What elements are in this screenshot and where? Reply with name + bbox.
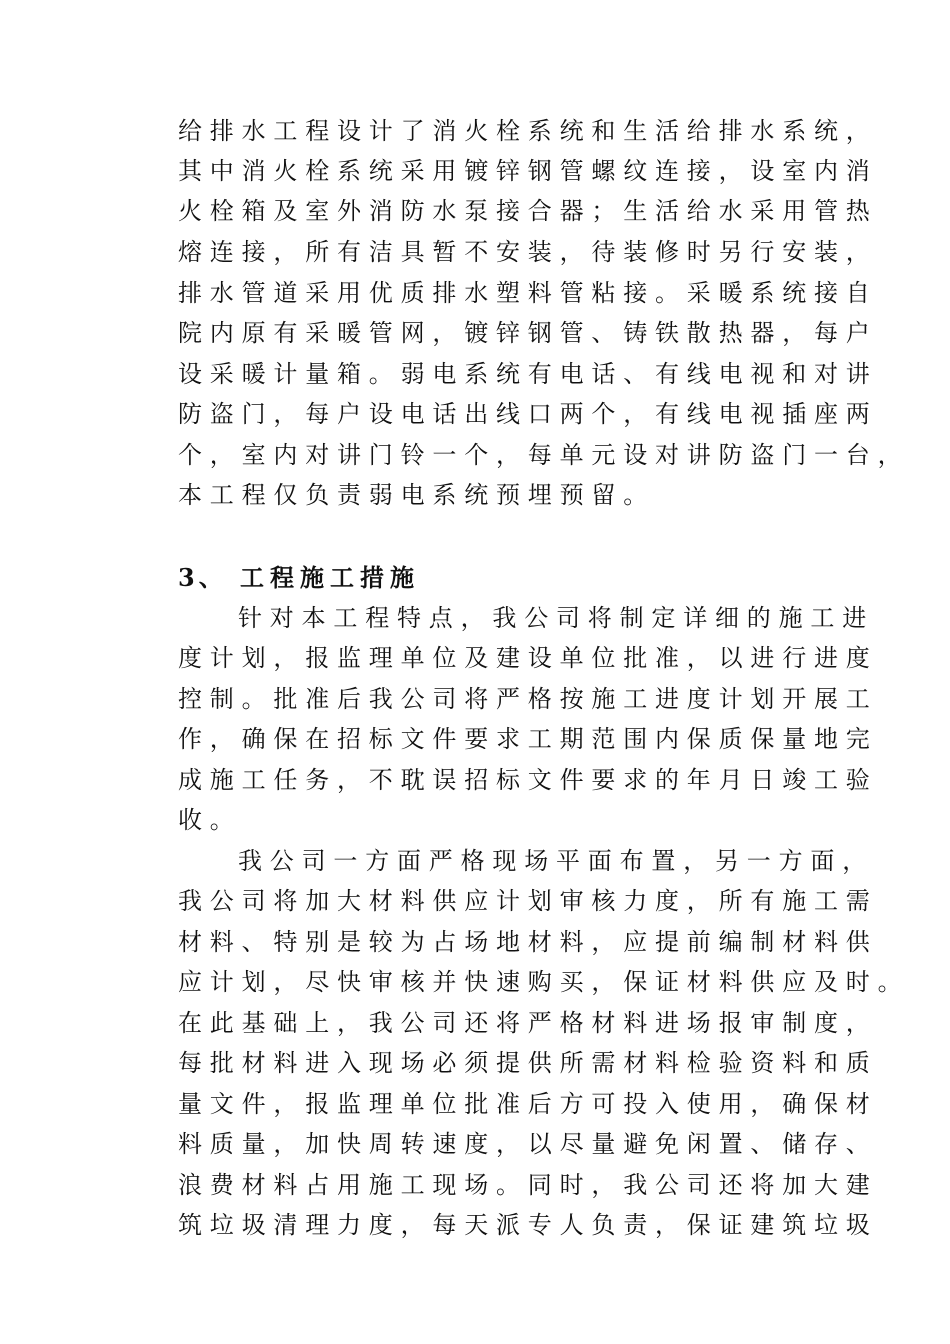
section-title: 工程施工措施 bbox=[240, 563, 420, 592]
text-line: 火栓箱及室外消防水泵接合器；生活给水采用管热 bbox=[178, 197, 878, 225]
section-heading bbox=[178, 558, 420, 598]
text-line: 量文件，报监理单位批准后方可投入使用，确保材 bbox=[178, 1090, 878, 1118]
section-number: 3、 bbox=[178, 563, 227, 592]
text-line: 给排水工程设计了消火栓系统和生活给排水系统， bbox=[178, 117, 878, 145]
text-line: 设采暖计量箱。弱电系统有电话、有线电视和对讲 bbox=[178, 360, 878, 388]
text-line: 熔连接，所有洁具暂不安装，待装修时另行安装， bbox=[178, 238, 878, 266]
text-line: 收。 bbox=[178, 806, 242, 834]
text-line: 排水管道采用优质排水塑料管粘接。采暖系统接自 bbox=[178, 279, 878, 307]
text-line: 个，室内对讲门铃一个，每单元设对讲防盗门一台， bbox=[178, 441, 910, 469]
text-line: 作，确保在招标文件要求工期范围内保质保量地完 bbox=[178, 725, 878, 753]
text-line: 应计划，尽快审核并快速购买，保证材料供应及时。 bbox=[178, 968, 910, 996]
text-line: 本工程仅负责弱电系统预埋预留。 bbox=[178, 481, 655, 509]
text-line: 防盗门，每户设电话出线口两个，有线电视插座两 bbox=[178, 400, 878, 428]
text-line: 料质量，加快周转速度，以尽量避免闲置、储存、 bbox=[178, 1130, 878, 1158]
text-line: 我公司一方面严格现场平面布置，另一方面， bbox=[238, 847, 874, 875]
text-line: 控制。批准后我公司将严格按施工进度计划开展工 bbox=[178, 685, 878, 713]
text-line: 院内原有采暖管网，镀锌钢管、铸铁散热器，每户 bbox=[178, 319, 878, 347]
text-line: 针对本工程特点，我公司将制定详细的施工进 bbox=[238, 604, 874, 632]
text-line: 成施工任务，不耽误招标文件要求的年月日竣工验 bbox=[178, 766, 878, 794]
text-line: 每批材料进入现场必须提供所需材料检验资料和质 bbox=[178, 1049, 878, 1077]
text-line: 其中消火栓系统采用镀锌钢管螺纹连接，设室内消 bbox=[178, 157, 878, 185]
text-line: 在此基础上，我公司还将严格材料进场报审制度， bbox=[178, 1009, 878, 1037]
text-line: 度计划，报监理单位及建设单位批准，以进行进度 bbox=[178, 644, 878, 672]
text-line: 材料、特别是较为占场地材料，应提前编制材料供 bbox=[178, 928, 878, 956]
text-line: 浪费材料占用施工现场。同时，我公司还将加大建 bbox=[178, 1171, 878, 1199]
text-line: 筑垃圾清理力度，每天派专人负责，保证建筑垃圾 bbox=[178, 1211, 878, 1239]
text-line: 我公司将加大材料供应计划审核力度，所有施工需 bbox=[178, 887, 878, 915]
